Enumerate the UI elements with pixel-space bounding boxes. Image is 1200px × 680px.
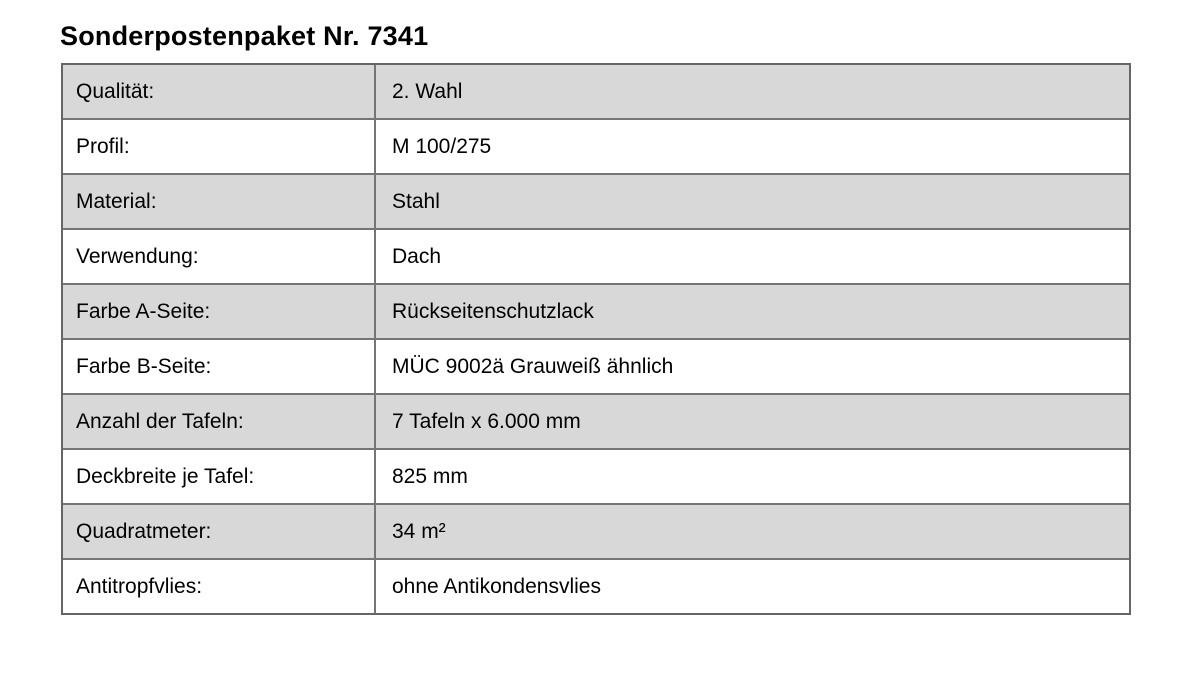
spec-value-cell: 34 m² bbox=[392, 520, 446, 543]
spec-label-cell: Material: bbox=[63, 175, 376, 228]
table-row bbox=[63, 230, 1129, 285]
table-row bbox=[63, 175, 1129, 230]
spec-label-cell: Quadratmeter: bbox=[63, 505, 376, 558]
spec-value-cell: MÜC 9002ä Grauweiß ähnlich bbox=[392, 355, 674, 378]
spec-label-cell: Qualität: bbox=[63, 65, 376, 118]
spec-label-cell: Verwendung: bbox=[63, 230, 376, 283]
table-row bbox=[63, 560, 1129, 613]
spec-value-cell: ohne Antikondensvlies bbox=[392, 575, 601, 598]
table-row bbox=[63, 65, 1129, 120]
spec-label-cell: Antitropfvlies: bbox=[63, 560, 376, 613]
table-row bbox=[63, 340, 1129, 395]
spec-label-cell: Profil: bbox=[63, 120, 376, 173]
spec-value-cell: Dach bbox=[392, 245, 442, 268]
table-row bbox=[63, 120, 1129, 175]
spec-value-cell: 825 mm bbox=[392, 465, 468, 488]
spec-value-cell: Rückseitenschutzlack bbox=[392, 300, 594, 323]
table-row bbox=[63, 395, 1129, 450]
spec-label-cell: Anzahl der Tafeln: bbox=[63, 395, 376, 448]
spec-value-cell: 7 Tafeln x 6.000 mm bbox=[392, 410, 581, 433]
spec-value-cell: M 100/275 bbox=[392, 135, 492, 158]
table-row bbox=[63, 505, 1129, 560]
spec-table bbox=[61, 63, 1131, 615]
table-row bbox=[63, 450, 1129, 505]
spec-label-cell: Deckbreite je Tafel: bbox=[63, 450, 376, 503]
spec-value-cell: Stahl bbox=[392, 190, 440, 213]
spec-value-cell: 2. Wahl bbox=[392, 80, 463, 103]
spec-label-cell: Farbe B-Seite: bbox=[63, 340, 376, 393]
table-row bbox=[63, 285, 1129, 340]
spec-label-cell: Farbe A-Seite: bbox=[63, 285, 376, 338]
page-title: Sonderpostenpaket Nr. 7341 bbox=[60, 21, 429, 51]
